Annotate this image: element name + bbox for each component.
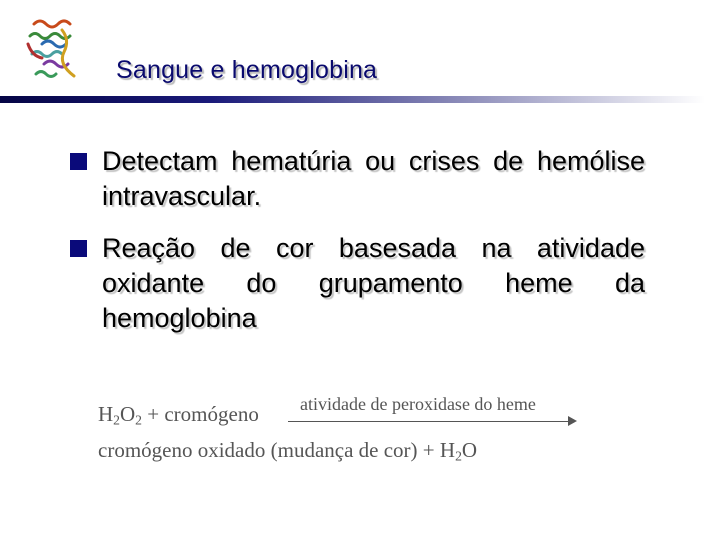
reaction-arrow <box>288 396 578 428</box>
formula-reactant-rest: + cromógeno <box>142 402 259 426</box>
arrow-head-icon <box>568 416 577 426</box>
formula-products <box>98 438 477 464</box>
square-bullet-icon <box>70 240 87 257</box>
bullet-text: Reação de cor basesada na atividade oxidante do grupamento heme da hemoglobina <box>102 233 645 333</box>
formula-o: O <box>120 402 136 426</box>
bullet-text: Detectam hematúria ou crises de hemólise intravascular. <box>102 146 645 211</box>
formula-product-main: cromógeno oxidado (mudança de cor) + H <box>98 438 456 462</box>
slide-title: Sangue e hemoglobina <box>116 56 378 84</box>
arrow-label: atividade de peroxidase do heme <box>300 394 536 414</box>
bullet-item <box>70 144 645 214</box>
formula-sub: 2 <box>455 448 462 464</box>
square-bullet-icon <box>70 153 87 170</box>
title-divider <box>0 96 705 103</box>
formula-h: H <box>98 402 114 426</box>
arrow-line <box>288 421 574 422</box>
formula-reactants <box>98 402 259 428</box>
formula-sub: 2 <box>135 412 142 428</box>
reaction-formula <box>98 396 588 466</box>
protein-structure-logo <box>22 14 92 88</box>
bullet-item <box>70 231 645 336</box>
bullet-list <box>70 144 645 353</box>
formula-product-end: O <box>461 438 478 462</box>
formula-sub: 2 <box>113 412 120 428</box>
